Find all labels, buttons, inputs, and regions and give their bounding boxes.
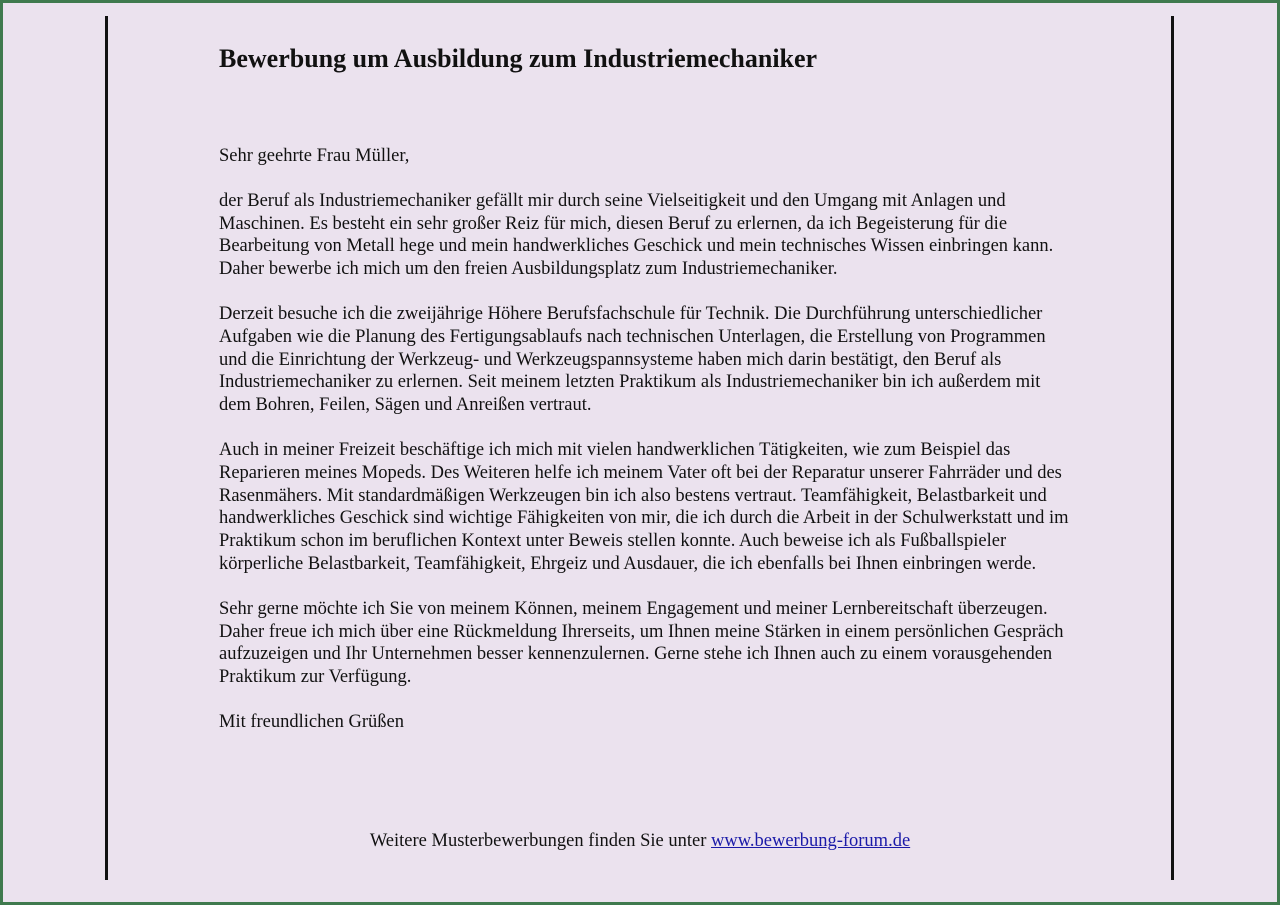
letter-title: Bewerbung um Ausbildung zum Industriemechaniker — [219, 44, 818, 73]
closing: Mit freundlichen Grüßen — [219, 711, 404, 732]
paragraph-1: der Beruf als Industriemechaniker gefällt mir durch seine Vielseitigkeit und den Umgang mit Anlagen und Maschinen. Es besteht ein sehr großer Reiz für mich, diesen Beruf zu erlernen, da ich Begeisterung für die Bearbeitung von Metall hege und mein handwerkliches Geschick und mein technisches Wissen einbringen kann. Daher bewerbe ich mich um den freien Ausbildungsplatz zum Industriemechaniker. — [219, 190, 1054, 280]
footer-link[interactable]: www.bewerbung-forum.de — [711, 831, 911, 851]
footer — [0, 830, 1280, 852]
left-margin-line — [105, 16, 108, 880]
paragraph-4: Sehr gerne möchte ich Sie von meinem Können, meinem Engagement und meiner Lernbereitschaft überzeugen. Daher freue ich mich über eine Rückmeldung Ihrerseits, um Ihnen meine Stärken in einem persönlichen Gespräch aufzuzeigen und Ihr Unternehmen besser kennenzulernen. Gerne stehe ich Ihnen auch zu einem vorausgehenden Praktikum zur Verfügung. — [219, 598, 1064, 688]
right-margin-line — [1171, 16, 1174, 880]
letter-body — [219, 42, 1069, 734]
paragraph-3: Auch in meiner Freizeit beschäftige ich mich mit vielen handwerklichen Tätigkeiten, wie zum Beispiel das Reparieren meines Mopeds. Des Weiteren helfe ich meinem Vater oft bei der Reparatur unserer Fahrräder und des Rasenmähers. Mit standardmäßigen Werkzeugen bin ich also bestens vertraut. Teamfähigkeit, Belastbarkeit und handwerkliches Geschick sind wichtige Fähigkeiten von mir, die ich durch die Arbeit in der Schulwerkstatt und im Praktikum schon im beruflichen Kontext unter Beweis stellen konnte. Auch beweise ich als Fußballspieler körperliche Belastbarkeit, Teamfähigkeit, Ehrgeiz und Ausdauer, die ich ebenfalls bei Ihnen einbringen werde. — [219, 439, 1069, 574]
paragraph-2: Derzeit besuche ich die zweijährige Höhere Berufsfachschule für Technik. Die Durchführung unterschiedlicher Aufgaben wie die Planung des Fertigungsablaufs nach technischen Unterlagen, die Erstellung von Programmen und die Einrichtung der Werkzeug- und Werkzeugspannsysteme haben mich darin bestätigt, den Beruf als Industriemechaniker zu erlernen. Seit meinem letzten Praktikum als Industriemechaniker bin ich außerdem mit dem Bohren, Feilen, Sägen und Anreißen vertraut. — [219, 303, 1046, 416]
footer-text: Weitere Musterbewerbungen finden Sie unter — [369, 831, 707, 851]
salutation: Sehr geehrte Frau Müller, — [219, 146, 410, 166]
